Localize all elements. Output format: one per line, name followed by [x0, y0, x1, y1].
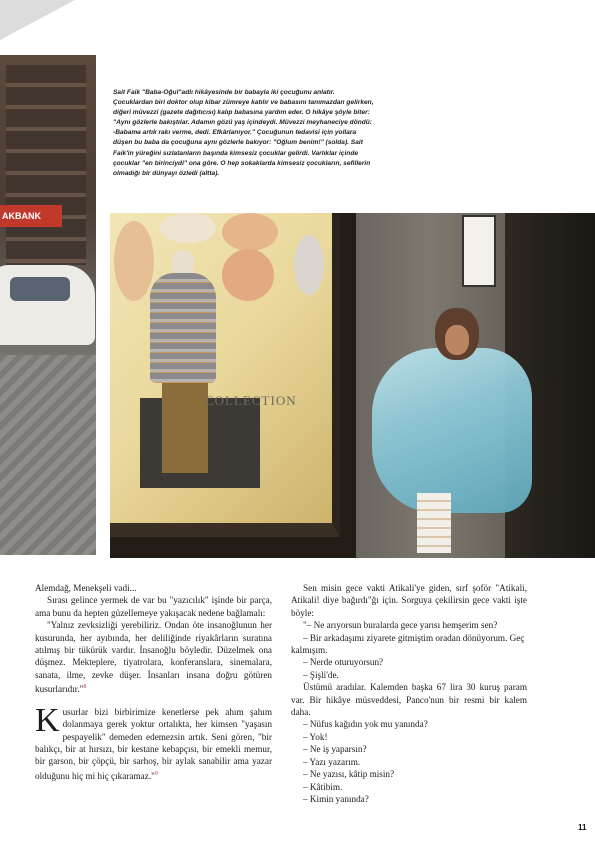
car-window: [10, 277, 70, 301]
decor-disc: [294, 235, 324, 295]
decor-disc: [114, 221, 154, 301]
dialogue-line: – Şişli'de.: [303, 669, 339, 680]
mannequin-striped-top: [150, 273, 216, 383]
paragraph-text: usurlar bizi birbirimize kenetlerse pek ahım şahım dolanmaya gerek yoktur ortalıkta, her kimsen "yaşasın pespayelik" demeden edemezsin artık. Seni gören, "bir balıkçı, bir at hırsızı, bir kestane kebapçısı, bir emekli memur, bir garson, bir çöpçü, bir sarhoş, bir aylak sanabilir ama yazar olduğunu hiç mi hiç çıkaramaz.": [35, 706, 272, 781]
plastic-cover: [372, 348, 532, 513]
paragraph: Üstümü aradılar. Kalemden başka 67 lira 30 kuruş param var. Bir hikâye müsveddesi, Panco'nun bir resmi bir kalem daha.: [291, 682, 527, 718]
mannequin-pants: [162, 383, 208, 473]
shop-window-photo: [110, 213, 595, 558]
dialogue-line: – Ne iş yaparsın?: [303, 744, 367, 755]
right-text-column: [291, 582, 527, 805]
drop-cap: K: [35, 701, 60, 739]
paragraph: Sen misin gece vakti Atikali'ye giden, sırf şoför "Atikali, Atikali! diye bağırdı"ğı için. Sorguya çekilirsin gece vakti işte böyle:: [291, 583, 527, 618]
decor-disc: [160, 213, 216, 243]
photo-caption: Sait Faik "Baba-Oğul"adlı hikâyesinde bir babayla iki çocuğunu anlatır. Çocuklardan biri doktor olup kibar zümreye katılır ve babasını tanımazdan gelirken, diğeri müvezzi (gazete dağıtıcısı) kalıp babasına yardım eder. O hikâye şöyle biter: "Aynı gözlerle bakıştılar. Adamın gözü yaş içindeydi. Müvezzi meyhaneciye döndü: -Babama artık rakı verme, dedi. Efkârlanıyor." Çocuğunun tedavisi için yollara düşen bu baba da çocuğuna aynı gözlerle bakıyor: "Oğlum benim!" (solda). Sait Faik'in yüreğini sızlatanların başında kimsesiz çocuklar gelirdi. Varlıklar içinde çocuklar "en birinciydi" ona göre. O hep sokaklarda kimsesiz çocukların, sefillerin olmadığı bir dünyayı özledi (altta).: [113, 89, 374, 177]
shop-window: [110, 213, 340, 537]
building-facade: [6, 65, 86, 265]
quote-text: "Yalnız zevksizliği yerebiliriz. Ondan öte insanoğlunun her kusurunda, her ayıbında, her deliliğinde riyakârların suratına atılmış bir tükürük vardır. İnsanoğlu böyledir. Düzelmek ona düşmez. Mekteplere, tiyatrolara, konferanslara, sinemalara, sanata, ilme, zevke düşer. İnsanları insana doğru götüren kusurlarıdır.": [35, 620, 272, 695]
tissue-packets: [417, 493, 451, 553]
paragraph: Sırası gelince yermek de var bu "yazıcılık" işinde bir parça, ama bunu da hepten güzellemeye yakışacak nedene bağlamalı:: [35, 595, 272, 618]
cobblestone-street: [0, 355, 96, 555]
dialogue-line: – Ne yazısı, kâtip misin?: [303, 769, 395, 780]
footnote-marker: 8: [83, 684, 87, 691]
dropcap-paragraph: [35, 701, 272, 783]
dialogue-line: – Yazı yazarım.: [303, 756, 361, 767]
dialogue-line: – Bir arkadaşımı ziyarete gitmiştim oradan dönüyorum. Geç kalmışım.: [291, 632, 525, 656]
bank-sign: AKBANK: [0, 205, 62, 227]
page-fold-corner: [0, 0, 75, 40]
left-text-column: [35, 582, 272, 782]
dialogue-line: – Kimin yanında?: [303, 793, 369, 804]
footnote-marker: 9: [154, 770, 158, 777]
dialogue-line: "– Ne arıyorsun buralarda gece yarısı hemşerim sen?: [303, 620, 498, 631]
dialogue-line: – Nerde oturuyorsun?: [303, 657, 384, 668]
shop-sign-text: COLLECTION: [205, 393, 297, 408]
child-face: [445, 325, 469, 355]
page-number: 11: [578, 823, 587, 832]
decor-disc: [222, 249, 274, 301]
wall-notice: [462, 215, 496, 287]
dialogue-line: – Kâtibim.: [303, 781, 343, 792]
quote-paragraph: [35, 619, 272, 696]
paragraph: Alemdağ, Menekşeli vadi...: [35, 583, 137, 593]
dialogue-line: – Yok!: [303, 731, 328, 742]
mannequin-head: [172, 251, 194, 275]
street-photo: [0, 55, 96, 555]
dialogue-line: – Nüfus kağıdın yok mu yanında?: [303, 719, 428, 730]
decor-disc: [222, 213, 278, 251]
